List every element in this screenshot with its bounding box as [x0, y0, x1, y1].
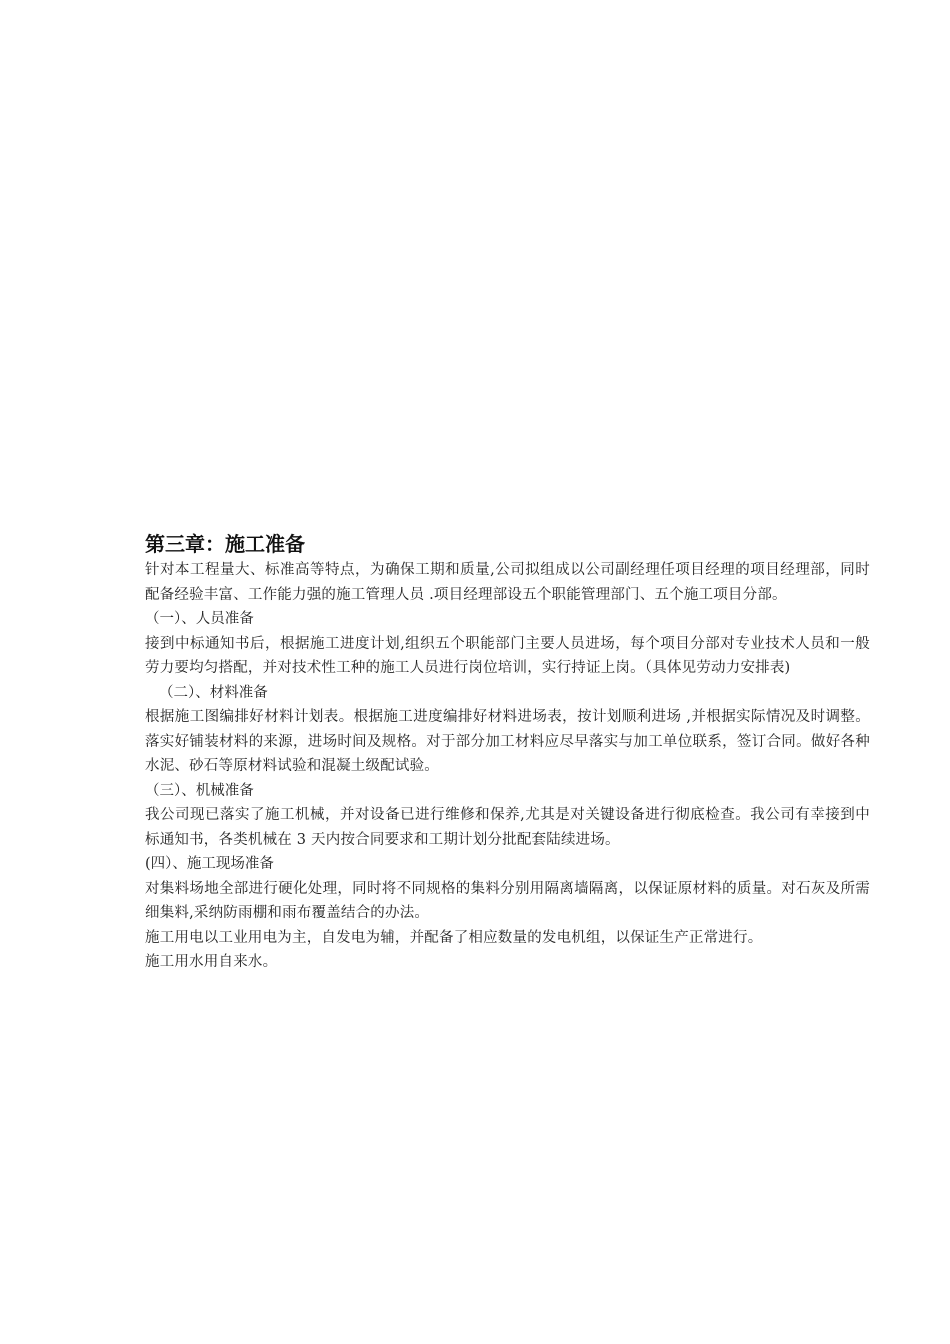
section-paragraph: 施工用电以工业用电为主，自发电为辅，并配备了相应数量的发电机组，以保证生产正常进行。 — [145, 929, 763, 946]
section-heading-machinery: （三）、机械准备 — [145, 782, 254, 799]
section-paragraph: 根据施工图编排好材料计划表。根据施工进度编排好材料进场表，按计划顺利进场 ,并根据实际情况及时调整。落实好铺装材料的来源，进场时间及规格。对于部分加工材料应尽早落实与加工单位联系，签订合同。做好各种水泥、砂石等原材料试验和混凝土级配试验。 — [145, 709, 870, 774]
intro-paragraph: 针对本工程量大、标准高等特点，为确保工期和质量,公司拟组成以公司副经理任项目经理的项目经理部，同时配备经验丰富、工作能力强的施工管理人员 .项目经理部设五个职能管理部门、五个施工项目分部。 — [145, 562, 870, 603]
section-machinery — [145, 779, 870, 853]
section-paragraph: 施工用水用自来水。 — [145, 954, 278, 970]
section-paragraph: 我公司现已落实了施工机械，并对设备已进行维修和保养,尤其是对关键设备进行彻底检查。我公司有幸接到中标通知书，各类机械在 3 天内按合同要求和工期计划分批配套陆续进场。 — [145, 807, 870, 848]
section-heading-personnel: （一）、人员准备 — [145, 611, 254, 627]
document-body — [145, 530, 870, 975]
section-site — [145, 852, 870, 975]
section-paragraph: 对集料场地全部进行硬化处理，同时将不同规格的集料分别用隔离墙隔离，以保证原材料的质量。对石灰及所需细集料,采纳防雨棚和雨布覆盖结合的办法。 — [145, 880, 870, 921]
section-heading-site: (四）、施工现场准备 — [145, 856, 274, 872]
section-materials — [145, 681, 870, 779]
chapter-title: 第三章：施工准备 — [145, 532, 305, 556]
section-paragraph: 接到中标通知书后，根据施工进度计划,组织五个职能部门主要人员进场，每个项目分部对专业技术人员和一般劳力要均匀搭配，并对技术性工种的施工人员进行岗位培训，实行持证上岗。（具体见劳动力安排表) — [145, 635, 870, 676]
section-heading-materials: （二）、材料准备 — [159, 684, 268, 701]
section-personnel — [145, 607, 870, 681]
